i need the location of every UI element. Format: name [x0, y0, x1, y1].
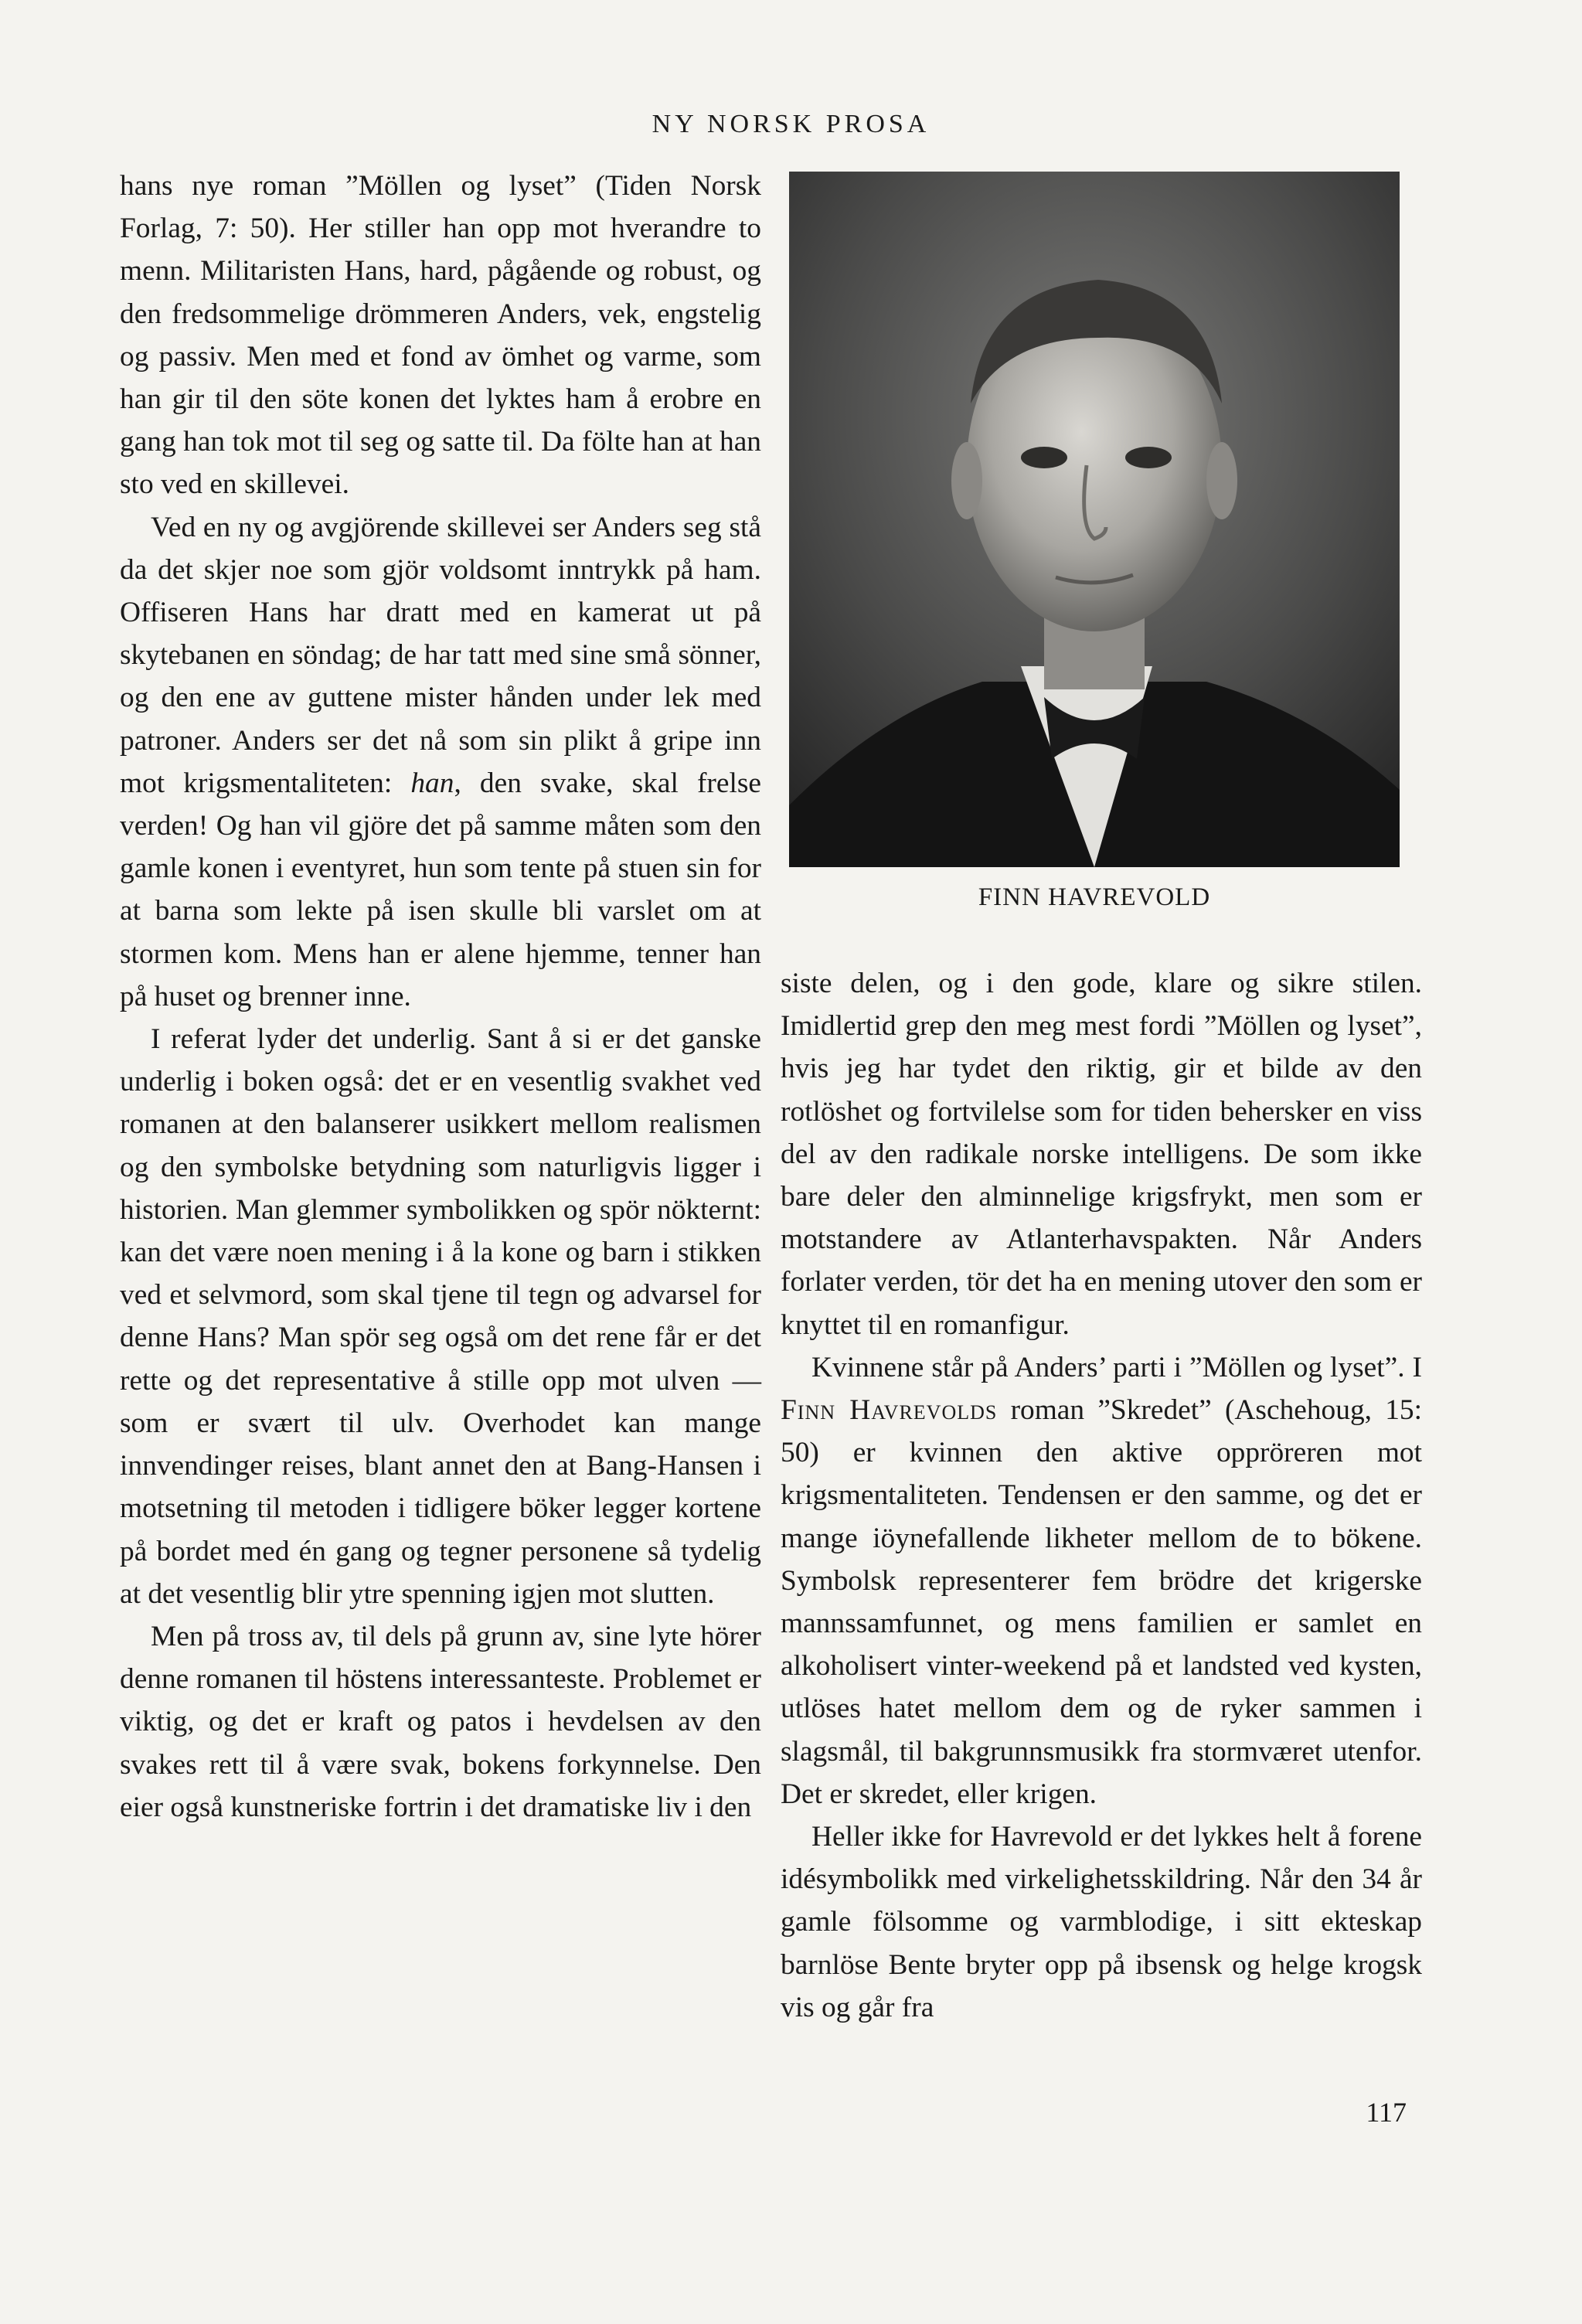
running-title: NY NORSK PROSA [652, 110, 930, 138]
paragraph-text: roman ”Skredet” (Aschehoug, 15: 50) er kvinnen den aktive oppröreren mot krigsmentaliteten. Tendensen er den samme, og det er mange iöynefallende likheter mellom de to bökene. Symbolsk representerer fem brödre det krigerske mannssamfunnet, og mens familien er samlet en alkoholisert vinter-weekend på et landsted ved kysten, utlöses hatet mellom dem og de ryker sammen i slagsmål, til bakgrunnsmusikk fra stormværet utenfor. Det er skredet, eller krigen. [781, 1394, 1423, 1810]
paragraph: siste delen, og i den gode, klare og sikre stilen. Imidlertid grep den meg mest fordi ”Möllen og lyset”, hvis jeg har tydet den riktig, gir et bilde av den rotlöshet og fortvilelse som for tiden behersker en viss del av den radikale norske intelligens. De som ikke bare deler den alminnelige krigsfrykt, men som er motstandere av Atlanterhavspakten. Når Anders forlater verden, tör det ha en mening utover den som er knyttet til en romanfigur. [781, 968, 1422, 1341]
paragraph: I referat lyder det underlig. Sant å si er det ganske underlig i boken også: det er en vesentlig svakhet ved romanen at den balanserer usikkert mellom realismen og den symbolske betydning som naturligvis ligger i historien. Man glemmer symbolikken og spör nökternt: kan det være noen mening i å la kone og barn i stikken ved et selvmord, som skal tjene til tegn og advarsel for denne Hans? Man spör seg også om det rene får er det rette og det representative å stille opp mot ulven — som er svært til ulv. Overhodet kan mange innvendinger reises, blant annet den at Bang-Hansen i motsetning til metoden i tidligere böker legger kortene på bordet med én gang og tegner personene så tydelig at det vesentlig blir ytre spenning igjen mot slutten. [120, 1023, 761, 1610]
paragraph: Men på tross av, til dels på grunn av, sine lyte hörer denne romanen til höstens interessanteste. Problemet er viktig, og det er kraft og patos i hevdelsen av den svakes rett til å være svak, bokens forkynnelse. Den eier også kunstneriske fortrin i det dramatiske liv i den [120, 1620, 761, 1823]
right-column [781, 962, 1422, 2029]
paragraph-text: , den svake, skal frelse verden! Og han vil gjöre det på samme måten som den gamle konen i eventyret, hun som tente på stuen sin for at barna som lekte på isen skulle bli varslet om at stormen kom. Mens han er alene hjemme, tenner han på huset og brenner inne. [120, 767, 761, 1012]
portrait-image [789, 172, 1400, 867]
paragraph: Heller ikke for Havrevold er det lykkes helt å forene idésymbolikk med virkelighetsskildring. Når den 34 år gamle fölsomme og varmblodige, i sitt ekteskap barnlöse Bente bryter opp på ibsensk og helge krogsk vis og går fra [781, 1821, 1422, 2023]
photo-caption: FINN HAVREVOLD [978, 883, 1211, 911]
paragraph-text: Ved en ny og avgjörende skillevei ser Anders seg stå da det skjer noe som gjör voldsomt inntrykk på ham. Offiseren Hans har dratt med en kamerat ut på skytebanen en söndag; de har tatt med sine små sönner, og den ene av guttene mister hånden under lek med patroner. Anders ser det nå som sin plikt å gripe inn mot krigsmentaliteten: [120, 511, 761, 799]
paragraph: hans nye roman ”Möllen og lyset” (Tiden Norsk Forlag, 7: 50). Her stiller han opp mot hverandre to menn. Militaristen Hans, hard, pågående og robust, og den fredsommelige drömmeren Anders, vek, engstelig og passiv. Men med et fond av ömhet og varme, som han gir til den söte konen det lyktes ham å erobre en gang han tok mot til seg og satte til. Da fölte han at han sto ved en skillevei. [120, 170, 761, 501]
paragraph-text: Kvinnene står på Anders’ parti i ”Möllen og lyset”. I [811, 1351, 1422, 1383]
paragraph [781, 1346, 1422, 1815]
emphasis: han [410, 767, 454, 799]
author-portrait-photo [789, 172, 1400, 867]
paragraph [120, 506, 761, 1018]
left-column [120, 165, 761, 1829]
small-caps-name: Finn Havrevolds [781, 1394, 998, 1427]
page-number: 117 [1366, 2097, 1407, 2128]
